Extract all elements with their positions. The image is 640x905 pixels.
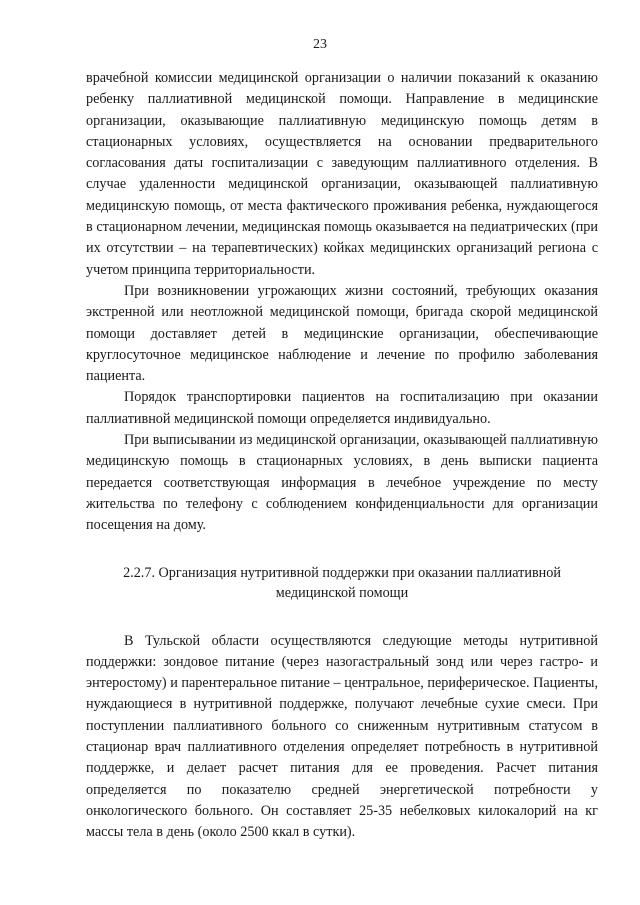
page-body (86, 68, 598, 844)
section-heading (86, 563, 598, 603)
page-number: 23 (313, 37, 327, 52)
paragraph-transportation: Порядок транспортировки пациентов на госпитализацию при оказании паллиативной медицинской помощи определяется индивидуально. (86, 389, 598, 427)
paragraph-discharge: При выписывании из медицинской организации, оказывающей паллиативную медицинскую помощь в стационарных условиях, в день выписки пациента передается соответствующая информация в лечебное учреждение по месту жительства по телефону с соблюдением конфиденциальности для организации посещения на дому. (86, 432, 598, 534)
paragraph-nutritional-support: В Тульской области осуществляются следующие методы нутритивной поддержки: зондовое питание (через назогастральный зонд или через гастро- и энтеростому) и парентеральное питание – центральное, периферическое. Пациенты, нуждающиеся в нутритивной поддержке, получают лечебные сухие смеси. При поступлении паллиативного больного со сниженным нутритивным статусом в стационар врач паллиативного отделения определяет потребность в нутритивной поддержке, и делает расчет питания для ее проведения. Расчет питания определяется по показателю средней энергетической потребности у онкологического больного. Он составляет 25-35 небелковых килокалорий на кг массы тела в день (около 2500 ккал в сутки). (86, 632, 598, 841)
section-heading-line2: медицинской помощи (275, 584, 409, 601)
paragraph-emergency-care: При возникновении угрожающих жизни состояний, требующих оказания экстренной или неотложной медицинской помощи, бригада скорой медицинской помощи доставляет детей в медицинские организации, обеспечивающие круглосуточное медицинское наблюдение и лечение по профилю заболевания пациента. (86, 282, 598, 385)
paragraph-continuation: врачебной комиссии медицинской организации о наличии показаний к оказанию ребенку паллиативной медицинской помощи. Направление в медицинские организации, оказывающие паллиативную медицинскую помощь детям в стационарных условиях, осуществляется на основании предварительного согласования даты госпитализации с заведующим паллиативного отделения. В случае удаленности медицинской организации, оказывающей паллиативную медицинскую помощь, от места фактического проживания ребенка, нуждающегося в стационарном лечении, медицинская помощь оказывается на педиатрических (при их отсутствии – на терапевтических) койках медицинских организаций региона с учетом принципа территориальности. (86, 70, 598, 278)
section-heading-line1: 2.2.7. Организация нутритивной поддержки при оказании паллиативной (123, 564, 561, 581)
spacer (86, 603, 598, 631)
